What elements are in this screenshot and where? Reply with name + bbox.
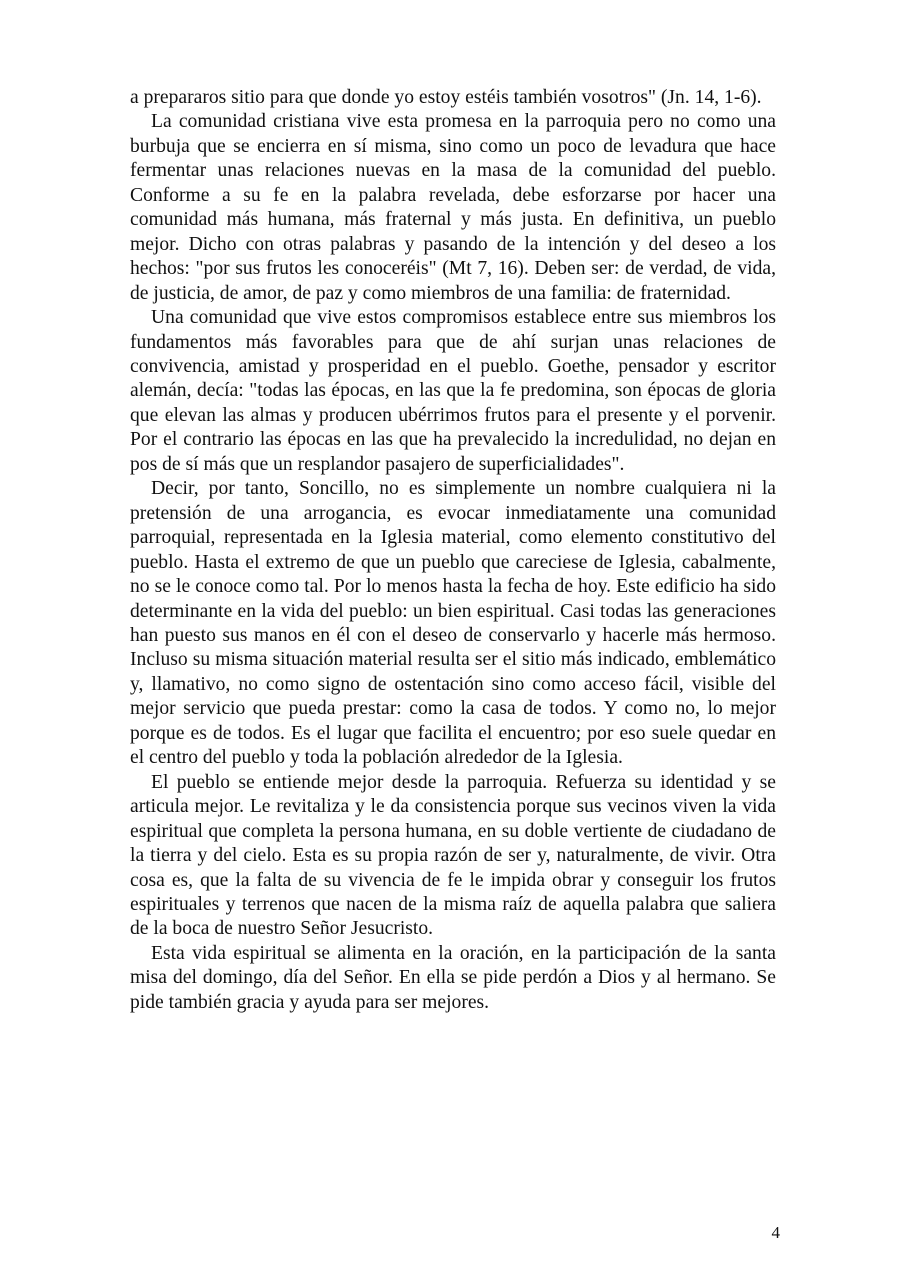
paragraph-compromisos: Una comunidad que vive estos compromisos establece entre sus miembros los fundamentos más favorables para que de ahí surjan unas relaciones de convivencia, amistad y prosperidad en el pueblo. Goethe, pensador y escritor alemán, decía: "todas las épocas, en las que la fe predomina, son épocas de gloria que elevan las almas y producen ubérrimos frutos para el presente y el porvenir. Por el contrario las épocas en las que ha prevalecido la incredulidad, no dejan en pos de sí más que un resplandor pasajero de superficialidades".: [130, 307, 776, 475]
paragraph-parroquia: El pueblo se entiende mejor desde la parroquia. Refuerza su identidad y se articula mejor. Le revitaliza y le da consistencia porque sus vecinos viven la vida espiritual que completa la persona humana, en su doble vertiente de ciudadano de la tierra y del cielo. Esta es su propia razón de ser y, naturalmente, de vivir. Otra cosa es, que la falta de su vivencia de fe le impida obrar y conseguir los frutos espirituales y terrenos que nacen de la misma raíz de aquella palabra que saliera de la boca de nuestro Señor Jesucristo.: [130, 771, 776, 940]
paragraph-continuation: a prepararos sitio para que donde yo estoy estéis también vosotros" (Jn. 14, 1-6).: [130, 87, 762, 108]
page-number: 4: [771, 1223, 780, 1242]
paragraph-vida-espiritual: Esta vida espiritual se alimenta en la oración, en la participación de la santa misa del domingo, día del Señor. En ella se pide perdón a Dios y al hermano. Se pide también gracia y ayuda para ser mejores.: [130, 942, 776, 1013]
paragraph-soncillo: Decir, por tanto, Soncillo, no es simplemente un nombre cualquiera ni la pretensión de una arrogancia, es evocar inmediatamente una comunidad parroquial, representada en la Iglesia material, como elemento constitutivo del pueblo. Hasta el extremo de que un pueblo que careciese de Iglesia, cabalmente, no se le conoce como tal. Por lo menos hasta la fecha de hoy. Este edificio ha sido determinante en la vida del pueblo: un bien espiritual. Casi todas las generaciones han puesto sus manos en él con el deseo de conservarlo y hacerle más hermoso. Incluso su misma situación material resulta ser el sitio más indicado, emblemático y, llamativo, no como signo de ostentación sino como acceso fácil, visible del mejor servicio que pueda prestar: como la casa de todos. Y como no, lo mejor porque es de todos. Es el lugar que facilita el encuentro; por eso suele quedar en el centro del pueblo y toda la población alrededor de la Iglesia.: [130, 478, 776, 769]
body-text: [130, 86, 776, 1015]
paragraph-comunidad-cristiana: La comunidad cristiana vive esta promesa en la parroquia pero no como una burbuja que se encierra en sí misma, sino como un poco de levadura que hace fermentar unas relaciones nuevas en la masa de la comunidad del pueblo. Conforme a su fe en la palabra revelada, debe esforzarse por hacer una comunidad más humana, más fraternal y más justa. En definitiva, un pueblo mejor. Dicho con otras palabras y pasando de la intención y del deseo a los hechos: "por sus frutos les conoceréis" (Mt 7, 16). Deben ser: de verdad, de vida, de justicia, de amor, de paz y como miembros de una familia: de fraternidad.: [130, 111, 776, 304]
